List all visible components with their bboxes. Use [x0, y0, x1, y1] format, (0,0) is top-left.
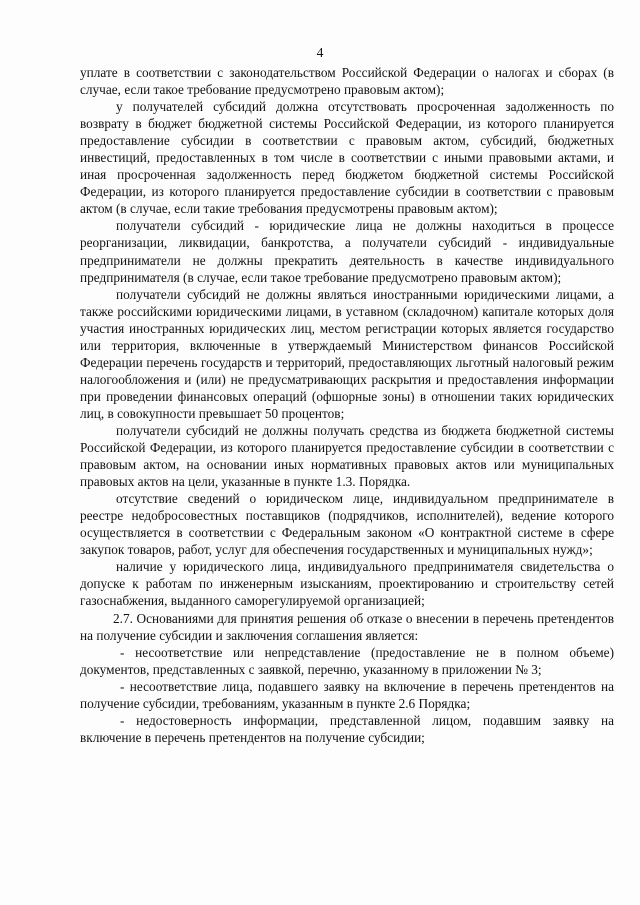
document-body [80, 64, 614, 746]
list-item: - несоответствие лица, подавшего заявку на включение в перечень претендентов на получение субсидии, требованиям, указанным в пункте 2.6 Порядка; [80, 678, 614, 711]
paragraph: получатели субсидий - юридические лица не должны находиться в процессе реорганизации, ликвидации, банкротства, а получатели субсидий - индивидуальные предприниматели не должны прекратить деятельность в качестве индивидуального предпринимателя (в случае, если такое требование предусмотрено правовым актом); [80, 218, 614, 285]
paragraph: уплате в соответствии с законодательством Российской Федерации о налогах и сборах (в случае, если такое требование предусмотрено правовым актом); [80, 65, 614, 98]
paragraph: наличие у юридического лица, индивидуального предпринимателя свидетельства о допуске к работам по инженерным изысканиям, проектированию и строительству сетей газоснабжения, выданного саморегулируемой организацией; [80, 559, 614, 609]
paragraph: получатели субсидий не должны получать средства из бюджета бюджетной системы Российской Федерации, из которого планируется предоставление субсидии в соответствии с правовым актом, на основании иных нормативных правовых актов или муниципальных правовых актов на цели, указанные в пункте 1.3. Порядка. [80, 422, 614, 490]
paragraph: 2.7. Основаниями для принятия решения об отказе о внесении в перечень претендентов на получение субсидии и заключения соглашения является: [80, 610, 614, 643]
paragraph: получатели субсидий не должны являться иностранными юридическими лицами, а также российскими юридическими лицами, в уставном (складочном) капитале которых доля участия иностранных юридических лиц, местом регистрации которых является государство или территория, включенные в утверждаемый Министерством финансов Российской Федерации перечень государств и территорий, предоставляющих льготный налоговый режим налогообложения и (или) не предусматривающих раскрытия и предоставления информации при проведении финансовых операций (офшорные зоны) в отношении таких юридических лиц, в совокупности превышает 50 процентов; [80, 286, 614, 421]
page-number: 4 [316, 45, 324, 60]
paragraph: отсутствие сведений о юридическом лице, индивидуальном предпринимателе в реестре недобросовестных поставщиков (подрядчиков, исполнителей), ведение которого осуществляется в соответствии с Федеральным законом «О контрактной системе в сфере закупок товаров, работ, услуг для обеспечения государственных и муниципальных нужд»; [80, 491, 614, 558]
paragraph: у получателей субсидий должна отсутствовать просроченная задолженность по возврату в бюджет бюджетной системы Российской Федерации, из которого планируется предоставление субсидии в соответствии с правовым актом, субсидий, бюджетных инвестиций, предоставленных в том числе в соответствии с иными правовыми актами, и иная просроченная задолженность перед бюджетом бюджетной системы Российской Федерации, из которого планируется предоставление субсидии в соответствии с правовым актом (в случае, если такие требования предусмотрены правовым актом); [80, 99, 614, 217]
list-item: - недостоверность информации, представленной лицом, подавшим заявку на включение в перечень претендентов на получение субсидии; [80, 712, 614, 745]
list-item: - несоответствие или непредставление (предоставление не в полном объеме) документов, представленных с заявкой, перечню, указанному в приложении № 3; [80, 644, 614, 677]
